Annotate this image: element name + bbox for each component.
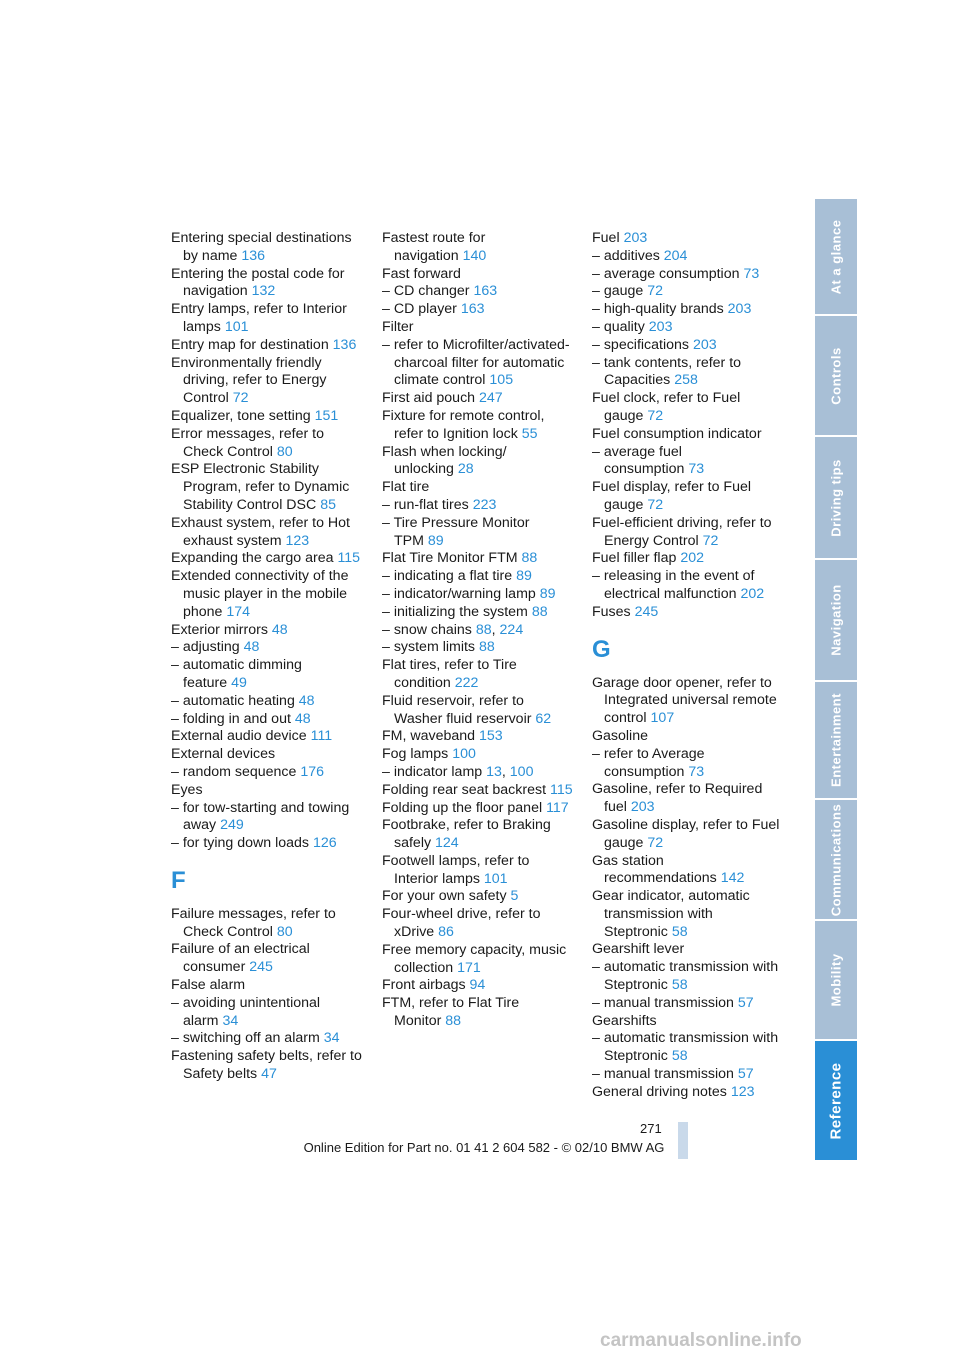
page-link[interactable]: 174 [226, 603, 251, 620]
index-entry-text: Front airbags [382, 977, 466, 994]
index-entry [382, 639, 574, 657]
index-entry-text: Footbrake, refer to Braking safely [382, 817, 551, 852]
page-link[interactable]: 88 [478, 639, 495, 656]
page-link[interactable]: 115 [337, 550, 361, 567]
letter-heading: F [171, 866, 186, 894]
index-entry-text: – indicator lamp [382, 763, 483, 780]
index-entry-text: – automatic transmission with Steptronic [592, 959, 779, 994]
page-link[interactable]: 72 [702, 532, 719, 549]
index-entry-text: First aid pouch [382, 390, 476, 407]
index-entry [382, 817, 574, 853]
page-link[interactable]: 132 [251, 283, 276, 300]
section-tab-mobility[interactable] [815, 921, 857, 1039]
page-link[interactable]: 203 [692, 336, 717, 353]
page-link[interactable]: 72 [647, 407, 664, 424]
page-link[interactable]: 222 [454, 674, 479, 691]
index-entry [592, 995, 784, 1013]
index-entry-text: Eyes [171, 781, 203, 798]
index-entry [592, 230, 784, 248]
page-link[interactable]: 101 [224, 318, 249, 335]
page-link[interactable]: 100 [452, 746, 476, 763]
page-link[interactable]: 105 [489, 372, 514, 389]
index-entry [171, 711, 363, 729]
index-entry [171, 266, 363, 302]
index-entry-text: Fuel filler flap [592, 550, 677, 567]
page-link[interactable]: 88 [521, 550, 538, 567]
index-entry-text: Fast forward [382, 265, 461, 282]
index-entry [171, 1048, 363, 1084]
page-link[interactable]: 123 [285, 532, 310, 549]
index-entry [382, 319, 574, 337]
page-link[interactable]: 73 [688, 763, 705, 780]
index-entry-text: – refer to Microfilter/activated-charcoal filter for automatic climate control [382, 336, 570, 389]
index-column-3 [592, 230, 784, 1102]
index-entry-text: – switching off an alarm [171, 1030, 320, 1047]
index-entry [382, 906, 574, 942]
index-entry [171, 622, 363, 640]
index-entry [592, 728, 784, 746]
watermark-logo: carmanualsonline.info [600, 1330, 802, 1351]
page-link[interactable]: 117 [546, 799, 569, 816]
index-entry [382, 604, 574, 622]
index-entry-text: – random sequence [171, 763, 297, 780]
index-entry [382, 550, 574, 568]
index-entry [171, 835, 363, 853]
index-entry-text: For your own safety [382, 888, 507, 905]
index-entry [171, 301, 363, 337]
page-link[interactable]: 111 [310, 728, 333, 745]
index-entry-text: Extended connectivity of the music player in the mobile phone [171, 568, 349, 620]
index-entry-text: Footwell lamps, refer to Interior lamps [382, 852, 530, 887]
footer-text: Online Edition for Part no. 01 41 2 604 582 - © 02/10 BMW AG [303, 1140, 665, 1155]
index-entry-text: Fuel-efficient driving, refer to Energy Control [592, 514, 772, 549]
index-entry-text: Fastening safety belts, refer to Safety belts [171, 1048, 362, 1083]
page-link[interactable]: 223 [472, 496, 497, 513]
index-entry-text: – CD player [382, 301, 457, 318]
index-entry [592, 283, 784, 301]
index-entry [592, 426, 784, 444]
index-entry [592, 1084, 784, 1102]
index-entry [592, 746, 784, 782]
page-link[interactable]: 202 [740, 585, 765, 602]
index-entry [592, 301, 784, 319]
section-tab-label: Communications [828, 803, 844, 916]
page-link[interactable]: 107 [650, 710, 675, 727]
page-link[interactable]: 47 [261, 1066, 277, 1083]
index-entry [382, 977, 574, 995]
index-entry [592, 1030, 784, 1066]
index-entry [171, 800, 363, 836]
index-entry-text: – average consumption [592, 265, 740, 282]
page-link[interactable]: 85 [320, 496, 336, 513]
index-entry [382, 888, 574, 906]
section-tab-communications[interactable] [815, 800, 857, 919]
index-entry-text: Entering the postal code for navigation [171, 265, 345, 300]
page-link[interactable]: 88 [445, 1013, 462, 1030]
page-link[interactable]: 48 [294, 710, 311, 727]
page-link[interactable]: 55 [521, 425, 538, 442]
index-entry-text: Fuses [592, 603, 631, 620]
index-entry-text: – gauge [592, 283, 644, 300]
index-entry-text: Gear indicator, automatic transmission with Steptronic [592, 888, 750, 940]
index-entry-text: Gearshifts [592, 1012, 657, 1029]
index-entry [382, 337, 574, 390]
index-entry [171, 657, 363, 693]
index-entry-text: Equalizer, tone setting [171, 407, 311, 424]
index-entry-text: – avoiding unintentional alarm [171, 994, 321, 1029]
index-column-1 [171, 230, 363, 1084]
index-entry [592, 568, 784, 604]
section-tab-label: Mobility [828, 953, 844, 1007]
index-entry-text: Flat Tire Monitor FTM [382, 550, 518, 567]
index-entry [592, 604, 784, 622]
index-entry-text: General driving notes [592, 1083, 727, 1100]
index-entry-text: – indicating a flat tire [382, 568, 513, 585]
page-link[interactable]: 88 [531, 603, 548, 620]
page-link[interactable]: 202 [680, 550, 704, 567]
index-entry-text: Garage door opener, refer to Integrated universal remote control [592, 674, 777, 727]
index-entry [592, 817, 784, 853]
index-entry [592, 355, 784, 391]
index-entry-text: Gasoline display, refer to Fuel gauge [592, 816, 780, 851]
index-entry [171, 764, 363, 782]
index-entry-text: – run-flat tires [382, 496, 469, 513]
page-link[interactable]: 34 [222, 1012, 239, 1029]
page-link[interactable]: 245 [249, 959, 273, 976]
page-link[interactable]: 80 [276, 923, 293, 940]
page-link[interactable]: 62 [535, 710, 552, 727]
page-link[interactable]: 176 [300, 763, 325, 780]
index-entry [382, 390, 574, 408]
index-entry [171, 639, 363, 657]
index-entry [171, 1030, 363, 1048]
index-entry [171, 355, 363, 408]
index-entry [382, 586, 574, 604]
index-entry [382, 266, 574, 284]
index-entry-text: Gasoline [592, 727, 648, 744]
page-link[interactable]: 247 [479, 390, 503, 407]
index-entry [592, 248, 784, 266]
index-entry [382, 568, 574, 586]
page-link[interactable]: 13 [486, 763, 502, 780]
page-link[interactable]: 72 [647, 283, 664, 300]
index-entry-text: – system limits [382, 639, 476, 656]
index-entry-text: – automatic dimming feature [171, 657, 302, 691]
index-entry-text: – high-quality brands [592, 301, 724, 318]
index-entry [171, 995, 363, 1031]
index-entry-text: – for tying down loads [171, 835, 310, 852]
page-link[interactable]: 126 [312, 835, 337, 852]
index-entry [382, 746, 574, 764]
page-link[interactable]: 123 [730, 1083, 755, 1100]
page-link[interactable]: 136 [332, 336, 357, 353]
index-entry [592, 550, 784, 568]
index-entry [382, 301, 574, 319]
index-entry [382, 782, 574, 800]
index-entry [592, 1066, 784, 1084]
index-entry [382, 800, 574, 818]
index-entry-text: Fluid reservoir, refer to Washer fluid reservoir [382, 692, 532, 727]
index-entry [592, 1013, 784, 1031]
index-entry-text: Flat tire [382, 479, 430, 496]
index-entry-text: External audio device [171, 728, 307, 745]
page-link[interactable]: 88 [475, 621, 492, 638]
page-link[interactable]: 204 [663, 247, 688, 264]
index-entry [382, 497, 574, 515]
index-entry-text: – automatic transmission with Steptronic [592, 1030, 779, 1065]
page-link[interactable]: 124 [435, 835, 459, 852]
index-entry-text: – for tow-starting and towing away [171, 799, 350, 834]
page-link[interactable]: 89 [427, 532, 444, 549]
page-link[interactable]: 94 [469, 977, 486, 994]
index-entry-text: – Tire Pressure Monitor TPM [382, 514, 530, 549]
index-entry-text: Expanding the cargo area [171, 550, 334, 567]
letter-heading: G [592, 635, 611, 663]
index-entry-text: – manual transmission [592, 1066, 734, 1083]
index-entry-text: Filter [382, 318, 414, 335]
index-entry-text: – adjusting [171, 639, 240, 656]
page-link[interactable]: 151 [314, 407, 339, 424]
section-tab-label: At a glance [828, 219, 844, 294]
index-entry [382, 693, 574, 729]
index-entry [592, 319, 784, 337]
page-link[interactable]: 48 [298, 692, 315, 709]
index-entry-text: Flat tires, refer to Tire condition [382, 657, 517, 691]
page-link[interactable]: 73 [743, 265, 760, 282]
index-entry [171, 941, 363, 977]
index-entry-text: Folding up the floor panel [382, 799, 543, 816]
page-link[interactable]: 100 [509, 763, 534, 780]
page-link[interactable]: 89 [539, 585, 556, 602]
index-entry-text: – average fuel consumption [592, 443, 685, 478]
index-entry-text: – initializing the system [382, 603, 528, 620]
index-entry-text: Fastest route for navigation [382, 230, 486, 264]
index-entry-text: External devices [171, 746, 276, 763]
index-entry [382, 444, 574, 480]
section-tab-label: Entertainment [828, 693, 844, 787]
page-link[interactable]: 89 [516, 568, 532, 585]
index-entry-text: – specifications [592, 336, 689, 353]
page-link[interactable]: 28 [457, 461, 474, 478]
index-entry-text: Failure messages, refer to Check Control [171, 905, 336, 940]
index-entry [171, 230, 363, 266]
page-link[interactable]: 258 [674, 372, 698, 389]
index-entry [592, 337, 784, 355]
section-tab-label: Reference [827, 1061, 845, 1140]
index-entry [382, 515, 574, 551]
index-entry-text: ESP Electronic Stability Program, refer to Dynamic Stability Control DSC [171, 461, 350, 513]
index-entry [592, 853, 784, 889]
index-entry-text: Fuel [592, 230, 620, 246]
footer [0, 1140, 960, 1155]
page-link[interactable]: 245 [634, 603, 659, 620]
index-entry [171, 746, 363, 764]
page-link[interactable]: 249 [220, 817, 244, 834]
index-entry [171, 782, 363, 800]
index-entry-text: Folding rear seat backrest [382, 781, 547, 798]
page-link[interactable]: 163 [460, 301, 485, 318]
page-link[interactable]: 48 [271, 621, 288, 638]
page-link[interactable]: 203 [727, 301, 752, 318]
index-entry [592, 479, 784, 515]
page-link[interactable]: 73 [688, 461, 705, 478]
index-entry [592, 515, 784, 551]
index-entry [382, 995, 574, 1031]
index-entry-text: – refer to Average consumption [592, 745, 705, 780]
page-link[interactable]: 153 [479, 728, 503, 745]
page-link[interactable]: 115 [549, 781, 573, 798]
index-entry [171, 515, 363, 551]
index-entry-text: Gearshift lever [592, 941, 685, 958]
page-link[interactable]: 72 [647, 496, 664, 513]
index-entry: – indicator lamp 13, 100 [382, 763, 534, 780]
index-entry-text: Fuel display, refer to Fuel gauge [592, 479, 752, 513]
page-link[interactable]: 142 [720, 870, 745, 887]
index-entry-text: – snow chains [382, 621, 472, 638]
index-entry-text: – tank contents, refer to Capacities [592, 354, 742, 389]
index-entry [171, 693, 363, 711]
index-entry-text: – additives [592, 247, 660, 264]
index-entry-text: Entering special destinations by name [171, 230, 352, 264]
index-entry-text: False alarm [171, 977, 246, 994]
page-link[interactable]: 80 [276, 443, 293, 460]
index-entry [171, 977, 363, 995]
index-entry [171, 906, 363, 942]
index-entry [382, 479, 574, 497]
index-entry-text: Fuel consumption indicator [592, 425, 762, 442]
page-link[interactable]: 72 [647, 834, 664, 851]
page-link[interactable]: 58 [671, 977, 688, 994]
page-link[interactable]: 48 [243, 639, 260, 656]
index-entry [592, 941, 784, 959]
page-link[interactable]: 49 [231, 674, 247, 691]
page-link[interactable]: 171 [457, 959, 481, 976]
page-link[interactable]: 58 [671, 923, 688, 940]
index-entry-text: Four-wheel drive, refer to xDrive [382, 906, 541, 941]
index-entry-text: Fuel clock, refer to Fuel gauge [592, 390, 741, 424]
index-entry [382, 942, 574, 978]
page-link[interactable]: 57 [737, 994, 754, 1011]
index-entry [171, 337, 363, 355]
index-entry [171, 461, 363, 514]
page-link[interactable]: 140 [462, 247, 487, 264]
index-entry [171, 408, 363, 426]
index-entry [171, 426, 363, 462]
section-tab-driving-tips[interactable] [815, 437, 857, 558]
section-tab-entertainment[interactable] [815, 682, 857, 798]
index-entry-text: Flash when locking/ unlocking [382, 443, 507, 478]
index-entry: – snow chains 88, 224 [382, 621, 524, 638]
section-tab-label: Controls [828, 346, 844, 405]
index-entry-text: – CD changer [382, 283, 470, 300]
index-entry-text: FM, waveband [382, 728, 476, 745]
index-entry [382, 657, 574, 693]
section-tab-controls[interactable] [815, 316, 857, 435]
section-tab-label: Driving tips [828, 458, 844, 537]
index-entry-text: Failure of an electrical consumer [171, 941, 310, 976]
index-entry-text: Exterior mirrors [171, 621, 268, 638]
index-entry [382, 853, 574, 889]
index-entry-text: – releasing in the event of electrical malfunction [592, 568, 755, 602]
section-tab-at-a-glance[interactable] [815, 199, 857, 314]
index-entry [382, 230, 574, 266]
index-entry [171, 568, 363, 621]
index-entry [382, 408, 574, 444]
index-entry-text: – indicator/warning lamp [382, 585, 536, 602]
page-link[interactable]: 86 [438, 924, 454, 941]
page-link[interactable]: 203 [630, 799, 655, 816]
index-entry-text: – folding in and out [171, 710, 291, 727]
index-entry-text: Gas station recommendations [592, 852, 717, 887]
index-entry-text: – manual transmission [592, 994, 734, 1011]
index-entry [592, 888, 784, 941]
index-entry [382, 728, 574, 746]
page-link[interactable]: 34 [323, 1030, 340, 1047]
page-link[interactable]: 5 [510, 888, 519, 905]
index-entry-text: – quality [592, 318, 645, 335]
index-entry-text: Entry lamps, refer to Interior lamps [171, 301, 347, 335]
index-entry [592, 444, 784, 480]
page-link[interactable]: 163 [473, 283, 498, 300]
index-entry-text: – automatic heating [171, 692, 295, 709]
index-entry [171, 550, 363, 568]
index-entry-text: Exhaust system, refer to Hot exhaust system [171, 514, 350, 549]
index-entry-text: Error messages, refer to Check Control [171, 425, 324, 460]
page-link[interactable]: 101 [483, 870, 508, 887]
index-entry [592, 266, 784, 284]
section-tab-label: Navigation [828, 584, 844, 656]
index-entry-text: FTM, refer to Flat Tire Monitor [382, 995, 520, 1030]
page-link[interactable]: 203 [648, 318, 673, 335]
page-link[interactable]: 203 [623, 230, 648, 246]
index-entry [171, 728, 363, 746]
index-entry [382, 283, 574, 301]
page-link[interactable]: 224 [499, 621, 524, 638]
index-entry [592, 390, 784, 426]
index-entry [592, 959, 784, 995]
section-tab-navigation[interactable] [815, 560, 857, 680]
page-link[interactable]: 57 [737, 1066, 754, 1083]
page-link[interactable]: 72 [232, 390, 249, 407]
index-entry-text: Free memory capacity, music collection [382, 941, 567, 976]
index-entry-text: Fixture for remote control, refer to Ignition lock [382, 407, 545, 442]
index-column-2 [382, 230, 574, 1031]
index-entry [592, 781, 784, 817]
index-entry [592, 675, 784, 728]
index-entry-text: Fog lamps [382, 746, 449, 763]
page-number: 271 [640, 1121, 662, 1136]
index-entry-text: Environmentally friendly driving, refer to Energy Control [171, 354, 327, 407]
page-link[interactable]: 136 [241, 247, 266, 264]
page-link[interactable]: 58 [671, 1048, 688, 1065]
index-entry-text: Entry map for destination [171, 336, 329, 353]
index-entry-text: Gasoline, refer to Required fuel [592, 781, 763, 816]
